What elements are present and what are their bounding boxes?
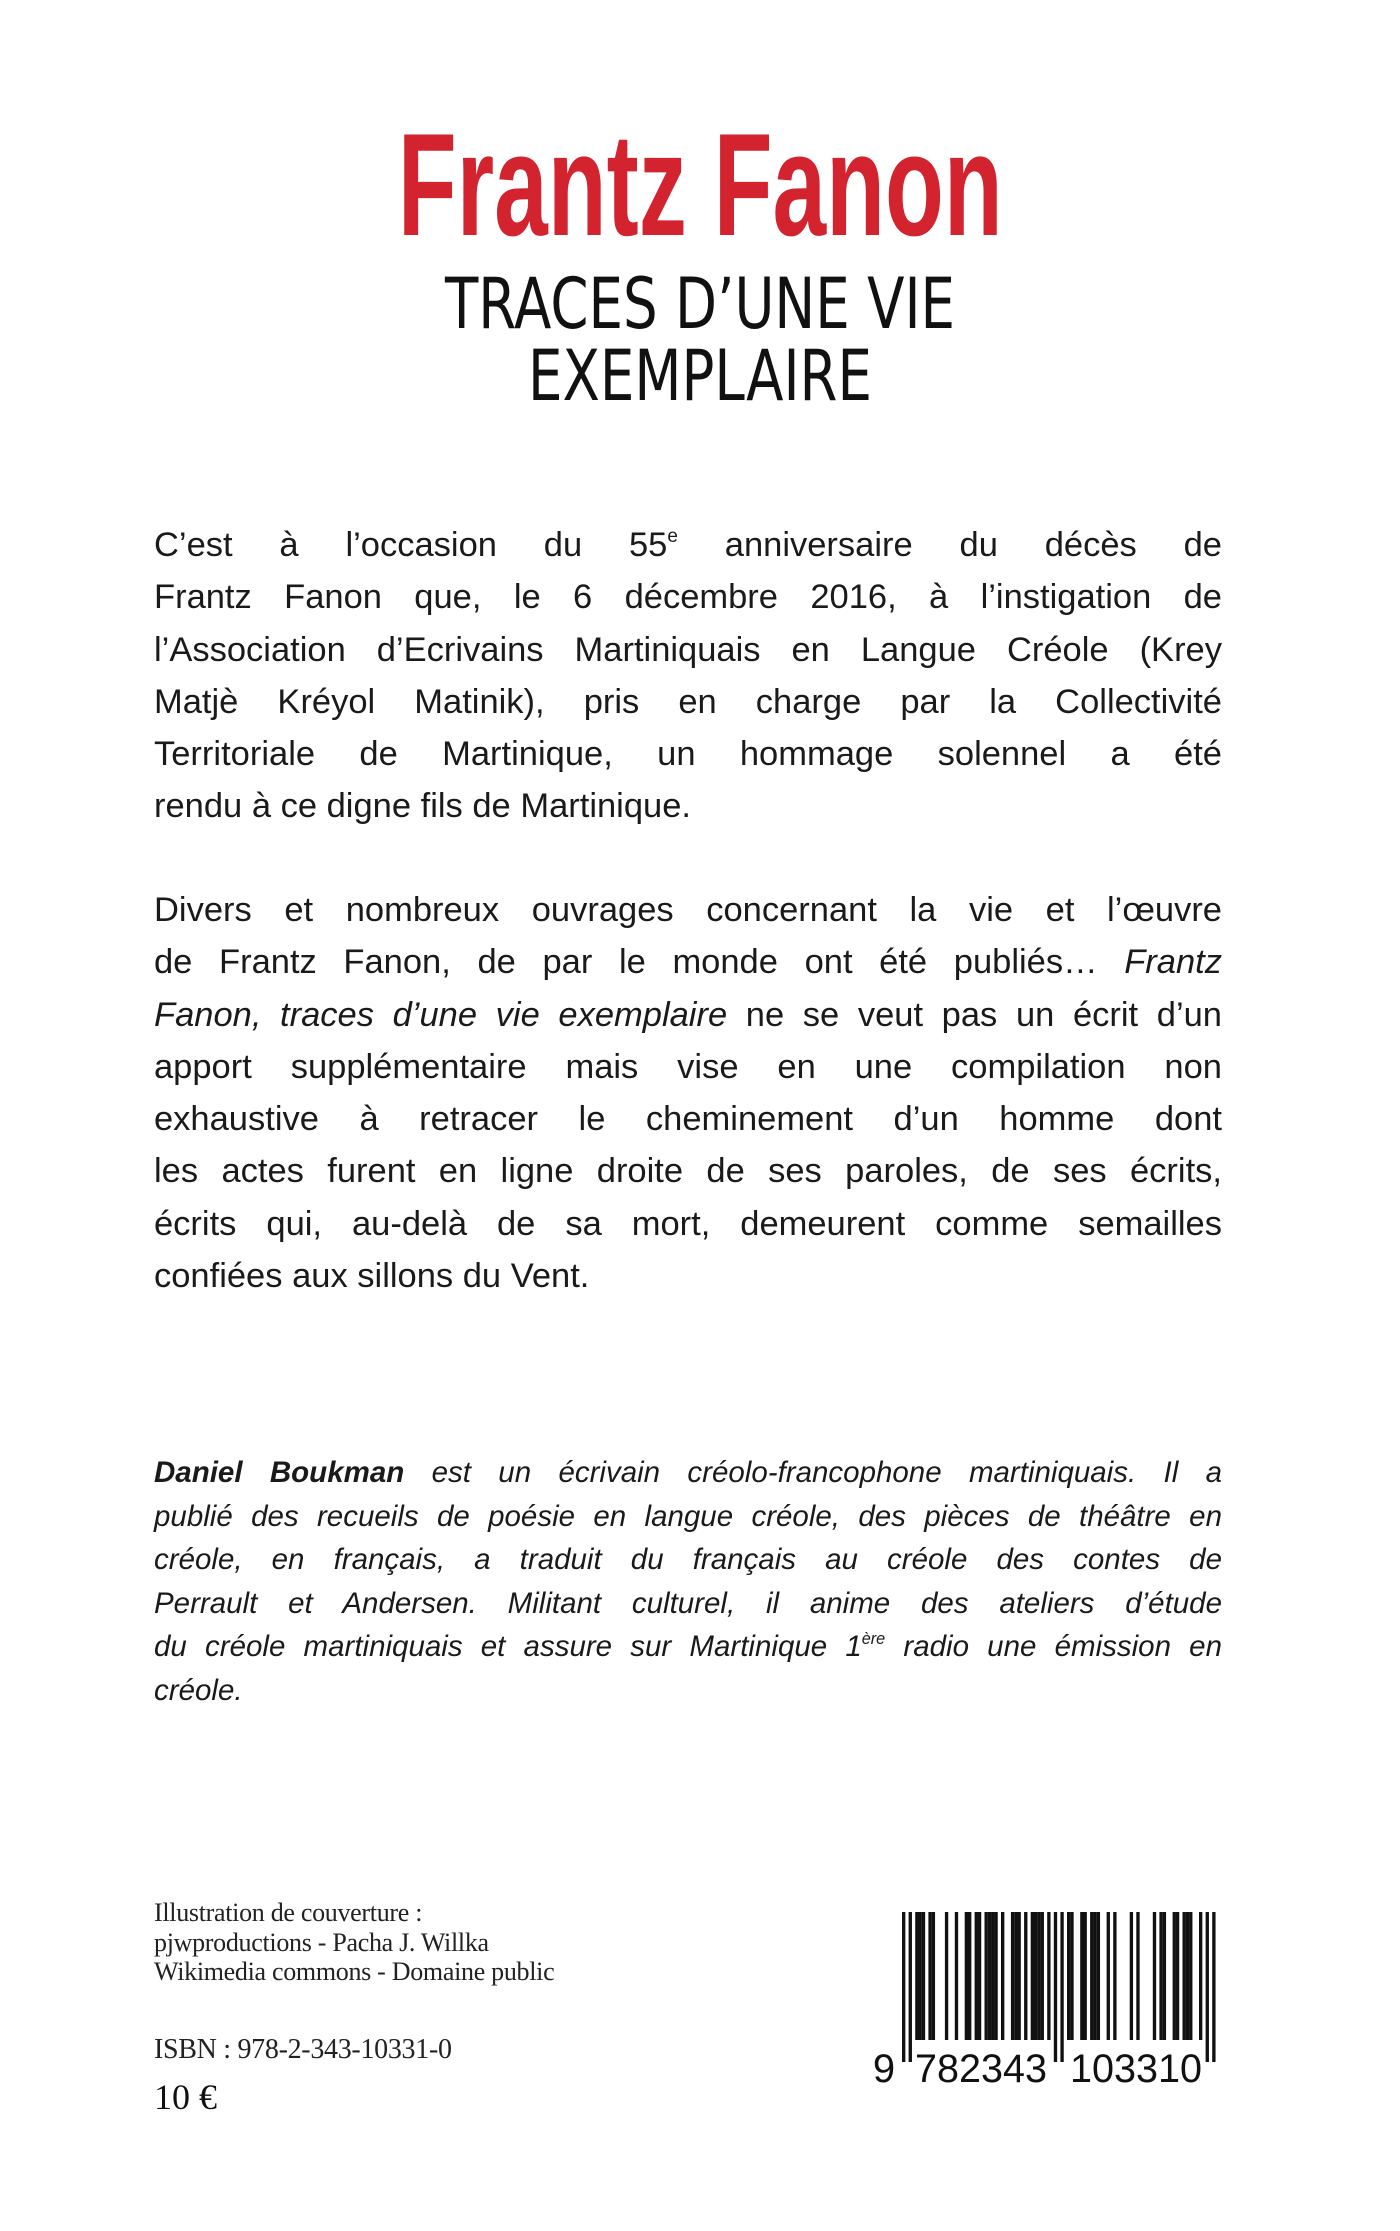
text-segment: Territoriale de Martinique, un hommage solennel a été bbox=[154, 735, 1222, 774]
barcode-bar bbox=[1113, 1912, 1116, 2040]
text-line bbox=[154, 1198, 1222, 1250]
barcode-bar bbox=[1206, 1912, 1209, 2062]
barcode-bar bbox=[915, 1912, 918, 2040]
text-segment: est un écrivain créolo-francophone martiniquais. Il a bbox=[404, 1456, 1222, 1489]
text-line bbox=[154, 1669, 1222, 1713]
barcode-bar bbox=[968, 1912, 971, 2040]
barcode-digit-first: 9 bbox=[872, 2047, 896, 2091]
barcode-bar bbox=[1107, 1912, 1110, 2040]
credit-line: Wikimedia commons - Domaine public bbox=[154, 1957, 555, 1986]
barcode-bar bbox=[1183, 1912, 1186, 2040]
text-segment: confiées aux sillons du Vent. bbox=[154, 1257, 590, 1296]
text-line bbox=[154, 1250, 1222, 1302]
barcode-bar bbox=[909, 1912, 912, 2062]
text-line bbox=[154, 1582, 1222, 1626]
barcode-bar bbox=[1011, 1912, 1014, 2040]
barcode-bar bbox=[1212, 1912, 1215, 2062]
text-line bbox=[154, 571, 1222, 623]
barcode-bar bbox=[1041, 1912, 1044, 2040]
barcode-bar bbox=[955, 1912, 958, 2040]
text-segment: publié des recueils de poésie en langue créole, des pièces de théâtre en bbox=[154, 1499, 1222, 1533]
text-line bbox=[154, 676, 1222, 728]
barcode-bar bbox=[994, 1912, 997, 2040]
barcode-bar bbox=[1159, 1912, 1162, 2040]
text-segment: apport supplémentaire mais vise en une compilation non bbox=[154, 1047, 1222, 1086]
text-segment: anniversaire du décès de bbox=[677, 526, 1222, 564]
text-segment: Daniel Boukman bbox=[154, 1456, 405, 1489]
text-segment: Frantz bbox=[1124, 943, 1222, 982]
barcode-bar bbox=[1199, 1912, 1202, 2040]
text-line bbox=[154, 1041, 1222, 1093]
text-line bbox=[154, 1451, 1222, 1495]
barcode-bar bbox=[978, 1912, 981, 2040]
text-segment: de Frantz Fanon, de par le monde ont été publiés… bbox=[154, 943, 1125, 982]
text-line bbox=[154, 1495, 1222, 1539]
barcode-bar bbox=[1034, 1912, 1037, 2040]
barcode-bar bbox=[1024, 1912, 1027, 2040]
price: 10 € bbox=[154, 2077, 217, 2117]
text-segment: Divers et nombreux ouvrages concernant la vie et l’œuvre bbox=[154, 891, 1222, 929]
barcode-bar bbox=[1130, 1912, 1133, 2040]
text-line bbox=[154, 989, 1222, 1041]
barcode-bar bbox=[975, 1912, 978, 2040]
text-line bbox=[154, 1093, 1222, 1145]
subtitle-line: TRACES D’UNE VIE bbox=[444, 263, 956, 345]
barcode-bar bbox=[1097, 1912, 1100, 2040]
superscript: e bbox=[667, 525, 678, 547]
text-segment: les actes furent en ligne droite de ses paroles, de ses écrits, bbox=[154, 1152, 1222, 1191]
superscript: ère bbox=[861, 1629, 886, 1648]
text-segment: Frantz Fanon que, le 6 décembre 2016, à l’instigation de bbox=[154, 578, 1222, 617]
text-segment: ne se veut pas un écrit d’un bbox=[727, 995, 1222, 1034]
isbn: ISBN : 978-2-343-10331-0 bbox=[154, 2034, 452, 2065]
book-title bbox=[0, 103, 1400, 266]
text-segment: créole. bbox=[154, 1673, 243, 1707]
text-line bbox=[154, 884, 1222, 936]
author-bio bbox=[154, 1451, 1222, 1712]
barcode-digits-left: 782343 bbox=[915, 2047, 1047, 2091]
barcode-bar bbox=[985, 1912, 988, 2040]
text-segment: du créole martiniquais et assure sur Martinique 1 bbox=[154, 1630, 862, 1663]
text-segment: l’Association d’Ecrivains Martiniquais en Langue Créole (Krey bbox=[154, 630, 1222, 669]
text-line bbox=[154, 1538, 1222, 1582]
book-subtitle bbox=[0, 263, 1400, 417]
barcode-bar bbox=[1060, 1912, 1063, 2062]
barcode-bar bbox=[1018, 1912, 1021, 2040]
barcode-bar bbox=[988, 1912, 991, 2040]
barcode-bar bbox=[902, 1912, 905, 2062]
barcode-bar bbox=[1054, 1912, 1057, 2062]
credit-line: Illustration de couverture : bbox=[154, 1898, 423, 1927]
text-line bbox=[154, 1625, 1222, 1669]
barcode-bar bbox=[1093, 1912, 1096, 2040]
text-line bbox=[154, 936, 1222, 988]
barcode-bar bbox=[919, 1912, 922, 2040]
barcode-bar bbox=[1176, 1912, 1179, 2040]
barcode-bar bbox=[928, 1912, 931, 2040]
subtitle-line: EXEMPLAIRE bbox=[527, 335, 873, 417]
barcode-bar bbox=[1090, 1912, 1093, 2040]
barcode-bar bbox=[1084, 1912, 1087, 2040]
text-segment: radio une émission en bbox=[885, 1630, 1222, 1663]
barcode-bar bbox=[1186, 1912, 1189, 2040]
text-segment: créole, en français, a traduit du français au créole des contes de bbox=[154, 1543, 1222, 1576]
cover-credits bbox=[154, 1898, 554, 1987]
barcode-bar bbox=[1047, 1912, 1050, 2040]
barcode-bar bbox=[1189, 1912, 1192, 2040]
summary-paragraph-1 bbox=[154, 519, 1222, 833]
barcode-bar bbox=[1067, 1912, 1070, 2040]
text-segment: Matjè Kréyol Matinik), pris en charge par la Collectivité bbox=[154, 682, 1222, 721]
barcode-bar bbox=[1163, 1912, 1166, 2040]
credit-line: pjwproductions - Pacha J. Willka bbox=[154, 1927, 489, 1957]
text-segment: Perrault et Andersen. Militant culturel, il anime des ateliers d’étude bbox=[154, 1586, 1222, 1620]
barcode-bar bbox=[1001, 1912, 1004, 2040]
book-title-text: Frantz Fanon bbox=[397, 103, 1003, 266]
text-segment: rendu à ce digne fils de Martinique. bbox=[154, 787, 691, 826]
barcode bbox=[872, 1912, 1232, 2092]
text-segment: C’est à l’occasion du 55 bbox=[154, 526, 668, 564]
barcode-bar bbox=[965, 1912, 968, 2040]
text-line bbox=[154, 728, 1222, 780]
barcode-bar bbox=[1031, 1912, 1034, 2040]
text-segment: Fanon, traces d’une vie exemplaire bbox=[154, 995, 728, 1034]
barcode-bar bbox=[1014, 1912, 1017, 2040]
barcode-bar bbox=[1153, 1912, 1156, 2040]
barcode-bar bbox=[991, 1912, 994, 2040]
barcode-bar bbox=[922, 1912, 925, 2040]
barcode-bar bbox=[1070, 1912, 1073, 2040]
barcode-bar bbox=[1136, 1912, 1139, 2040]
text-line bbox=[154, 519, 1222, 571]
text-line bbox=[154, 780, 1222, 832]
barcode-bar bbox=[932, 1912, 935, 2040]
barcode-bar bbox=[1037, 1912, 1040, 2040]
summary-paragraph-2 bbox=[154, 884, 1222, 1302]
text-line bbox=[154, 624, 1222, 676]
text-segment: écrits qui, au-delà de sa mort, demeurent comme semailles bbox=[154, 1204, 1222, 1243]
barcode-bar bbox=[1173, 1912, 1176, 2040]
barcode-digits-right: 103310 bbox=[1070, 2047, 1202, 2091]
barcode-bar bbox=[945, 1912, 948, 2040]
text-line bbox=[154, 1145, 1222, 1197]
barcode-bar bbox=[1080, 1912, 1083, 2040]
text-segment: exhaustive à retracer le cheminement d’un homme dont bbox=[154, 1100, 1222, 1139]
